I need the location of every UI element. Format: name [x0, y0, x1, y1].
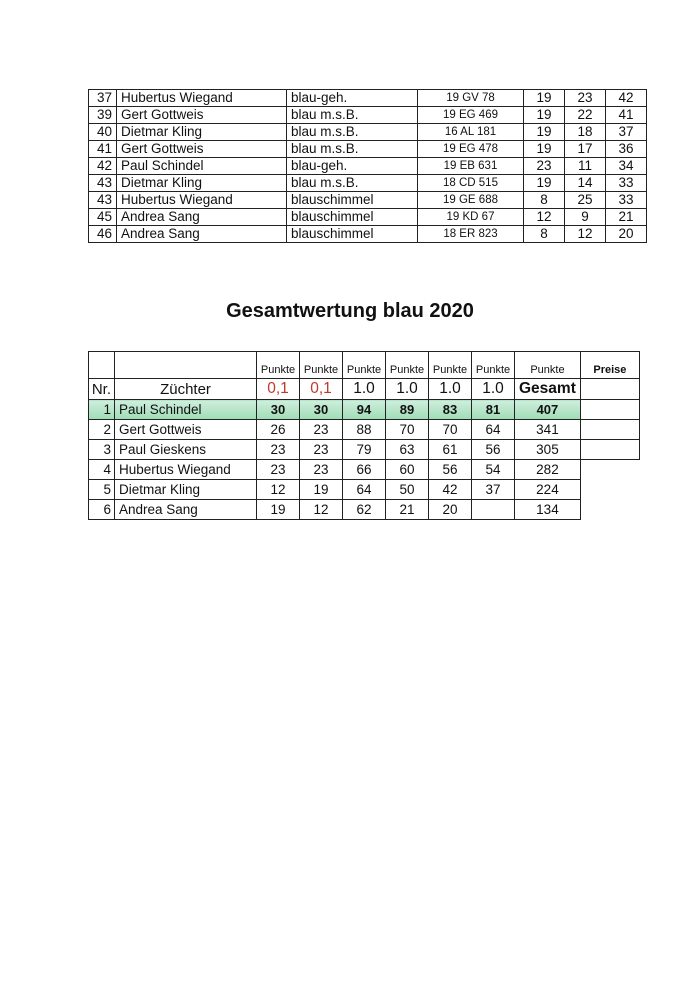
total-cell: 407: [515, 400, 581, 420]
score-cell: 25: [565, 192, 606, 209]
results-row: [89, 158, 647, 175]
color-cell: blau m.s.B.: [287, 141, 418, 158]
points-cell: 20: [429, 500, 472, 520]
total-cell: 42: [606, 90, 647, 107]
factor-cell: 1.0: [386, 379, 429, 400]
points-cell: 60: [386, 460, 429, 480]
score-cell: 19: [524, 107, 565, 124]
color-cell: blauschimmel: [287, 209, 418, 226]
empty-cell: [115, 352, 257, 379]
nr-header: Nr.: [89, 379, 115, 400]
breeder-cell: Dietmar Kling: [115, 480, 257, 500]
score-cell: 23: [524, 158, 565, 175]
points-cell: 21: [386, 500, 429, 520]
standings-title: Gesamtwertung blau 2020: [226, 300, 474, 322]
points-cell: 70: [386, 420, 429, 440]
points-cell: 12: [300, 500, 343, 520]
prize-cell: [580, 440, 639, 460]
ring-number-cell: 19 EB 631: [418, 158, 524, 175]
color-cell: blau-geh.: [287, 158, 418, 175]
punkte-label: Punkte: [515, 352, 581, 379]
breeder-cell: Andrea Sang: [117, 209, 287, 226]
standings-row: [89, 500, 640, 520]
factor-cell: 1.0: [429, 379, 472, 400]
color-cell: blau m.s.B.: [287, 175, 418, 192]
points-cell: 19: [300, 480, 343, 500]
results-row: [89, 226, 647, 243]
rank-cell: 6: [89, 500, 115, 520]
results-row: [89, 141, 647, 158]
standings-row: [89, 480, 640, 500]
breeder-cell: Paul Gieskens: [115, 440, 257, 460]
points-cell: 64: [472, 420, 515, 440]
total-cell: 34: [606, 158, 647, 175]
points-cell: 70: [429, 420, 472, 440]
empty-cell: [580, 480, 639, 500]
factor-cell: 0,1: [300, 379, 343, 400]
factor-cell: 0,1: [257, 379, 300, 400]
total-cell: 20: [606, 226, 647, 243]
breeder-cell: Paul Schindel: [117, 158, 287, 175]
score-cell: 19: [524, 124, 565, 141]
total-cell: 41: [606, 107, 647, 124]
punkte-label: Punkte: [257, 352, 300, 379]
rank-cell: 46: [89, 226, 117, 243]
standings-table: [88, 351, 640, 520]
rank-cell: 4: [89, 460, 115, 480]
prize-cell: [580, 400, 639, 420]
ring-number-cell: 19 GV 78: [418, 90, 524, 107]
ring-number-cell: 19 KD 67: [418, 209, 524, 226]
score-cell: 8: [524, 226, 565, 243]
color-cell: blauschimmel: [287, 192, 418, 209]
points-cell: 56: [472, 440, 515, 460]
standings-row: [89, 420, 640, 440]
points-cell: 83: [429, 400, 472, 420]
points-cell: 79: [343, 440, 386, 460]
points-header-row: [89, 352, 640, 379]
score-cell: 19: [524, 175, 565, 192]
results-table: [88, 89, 647, 243]
score-cell: 18: [565, 124, 606, 141]
points-cell: 30: [257, 400, 300, 420]
rank-cell: 39: [89, 107, 117, 124]
total-cell: 305: [515, 440, 581, 460]
points-cell: 89: [386, 400, 429, 420]
points-cell: 56: [429, 460, 472, 480]
points-cell: [472, 500, 515, 520]
total-cell: 21: [606, 209, 647, 226]
rank-cell: 1: [89, 400, 115, 420]
breeder-cell: Gert Gottweis: [117, 141, 287, 158]
punkte-label: Punkte: [300, 352, 343, 379]
punkte-label: Punkte: [429, 352, 472, 379]
total-cell: 341: [515, 420, 581, 440]
score-cell: 12: [565, 226, 606, 243]
score-cell: 17: [565, 141, 606, 158]
points-cell: 81: [472, 400, 515, 420]
ring-number-cell: 19 EG 469: [418, 107, 524, 124]
total-cell: 33: [606, 175, 647, 192]
punkte-label: Punkte: [472, 352, 515, 379]
rank-cell: 41: [89, 141, 117, 158]
total-cell: 282: [515, 460, 581, 480]
ring-number-cell: 16 AL 181: [418, 124, 524, 141]
points-cell: 37: [472, 480, 515, 500]
score-cell: 8: [524, 192, 565, 209]
points-cell: 42: [429, 480, 472, 500]
breeder-cell: Paul Schindel: [115, 400, 257, 420]
points-cell: 64: [343, 480, 386, 500]
color-cell: blau m.s.B.: [287, 107, 418, 124]
results-row: [89, 124, 647, 141]
prize-cell: [580, 379, 639, 400]
empty-cell: [580, 460, 639, 480]
rank-cell: 37: [89, 90, 117, 107]
ring-number-cell: 19 GE 688: [418, 192, 524, 209]
rank-cell: 40: [89, 124, 117, 141]
factor-cell: 1.0: [343, 379, 386, 400]
total-cell: 134: [515, 500, 581, 520]
ring-number-cell: 18 ER 823: [418, 226, 524, 243]
empty-cell: [89, 352, 115, 379]
standings-row: [89, 440, 640, 460]
breeder-cell: Dietmar Kling: [117, 175, 287, 192]
total-cell: 33: [606, 192, 647, 209]
results-row: [89, 175, 647, 192]
score-cell: 23: [565, 90, 606, 107]
points-cell: 19: [257, 500, 300, 520]
rank-cell: 2: [89, 420, 115, 440]
breeder-cell: Hubertus Wiegand: [117, 90, 287, 107]
points-cell: 88: [343, 420, 386, 440]
color-cell: blau m.s.B.: [287, 124, 418, 141]
prizes-header: Preise: [580, 352, 639, 379]
results-row: [89, 90, 647, 107]
factor-cell: 1.0: [472, 379, 515, 400]
rank-cell: 3: [89, 440, 115, 460]
points-cell: 23: [300, 440, 343, 460]
results-row: [89, 192, 647, 209]
empty-cell: [580, 500, 639, 520]
prize-cell: [580, 420, 639, 440]
points-cell: 50: [386, 480, 429, 500]
breeder-cell: Hubertus Wiegand: [117, 192, 287, 209]
score-cell: 22: [565, 107, 606, 124]
total-cell: 36: [606, 141, 647, 158]
punkte-label: Punkte: [386, 352, 429, 379]
color-cell: blau-geh.: [287, 90, 418, 107]
points-cell: 30: [300, 400, 343, 420]
rank-cell: 43: [89, 192, 117, 209]
score-cell: 19: [524, 141, 565, 158]
points-cell: 62: [343, 500, 386, 520]
breeder-header: Züchter: [115, 379, 257, 400]
punkte-label: Punkte: [343, 352, 386, 379]
score-cell: 12: [524, 209, 565, 226]
standings-row-winner: [89, 400, 640, 420]
points-cell: 26: [257, 420, 300, 440]
score-cell: 11: [565, 158, 606, 175]
breeder-cell: Gert Gottweis: [115, 420, 257, 440]
score-cell: 19: [524, 90, 565, 107]
points-cell: 23: [257, 460, 300, 480]
points-cell: 54: [472, 460, 515, 480]
ring-number-cell: 19 EG 478: [418, 141, 524, 158]
results-row: [89, 107, 647, 124]
points-cell: 63: [386, 440, 429, 460]
color-cell: blauschimmel: [287, 226, 418, 243]
results-row: [89, 209, 647, 226]
points-cell: 23: [257, 440, 300, 460]
points-cell: 23: [300, 460, 343, 480]
points-cell: 66: [343, 460, 386, 480]
rank-cell: 5: [89, 480, 115, 500]
total-cell: 224: [515, 480, 581, 500]
factor-header-row: [89, 379, 640, 400]
breeder-cell: Gert Gottweis: [117, 107, 287, 124]
breeder-cell: Andrea Sang: [115, 500, 257, 520]
points-cell: 94: [343, 400, 386, 420]
total-header: Gesamt: [515, 379, 581, 400]
score-cell: 9: [565, 209, 606, 226]
points-cell: 23: [300, 420, 343, 440]
rank-cell: 45: [89, 209, 117, 226]
score-cell: 14: [565, 175, 606, 192]
total-cell: 37: [606, 124, 647, 141]
breeder-cell: Andrea Sang: [117, 226, 287, 243]
rank-cell: 42: [89, 158, 117, 175]
breeder-cell: Hubertus Wiegand: [115, 460, 257, 480]
points-cell: 12: [257, 480, 300, 500]
standings-row: [89, 460, 640, 480]
points-cell: 61: [429, 440, 472, 460]
rank-cell: 43: [89, 175, 117, 192]
ring-number-cell: 18 CD 515: [418, 175, 524, 192]
breeder-cell: Dietmar Kling: [117, 124, 287, 141]
